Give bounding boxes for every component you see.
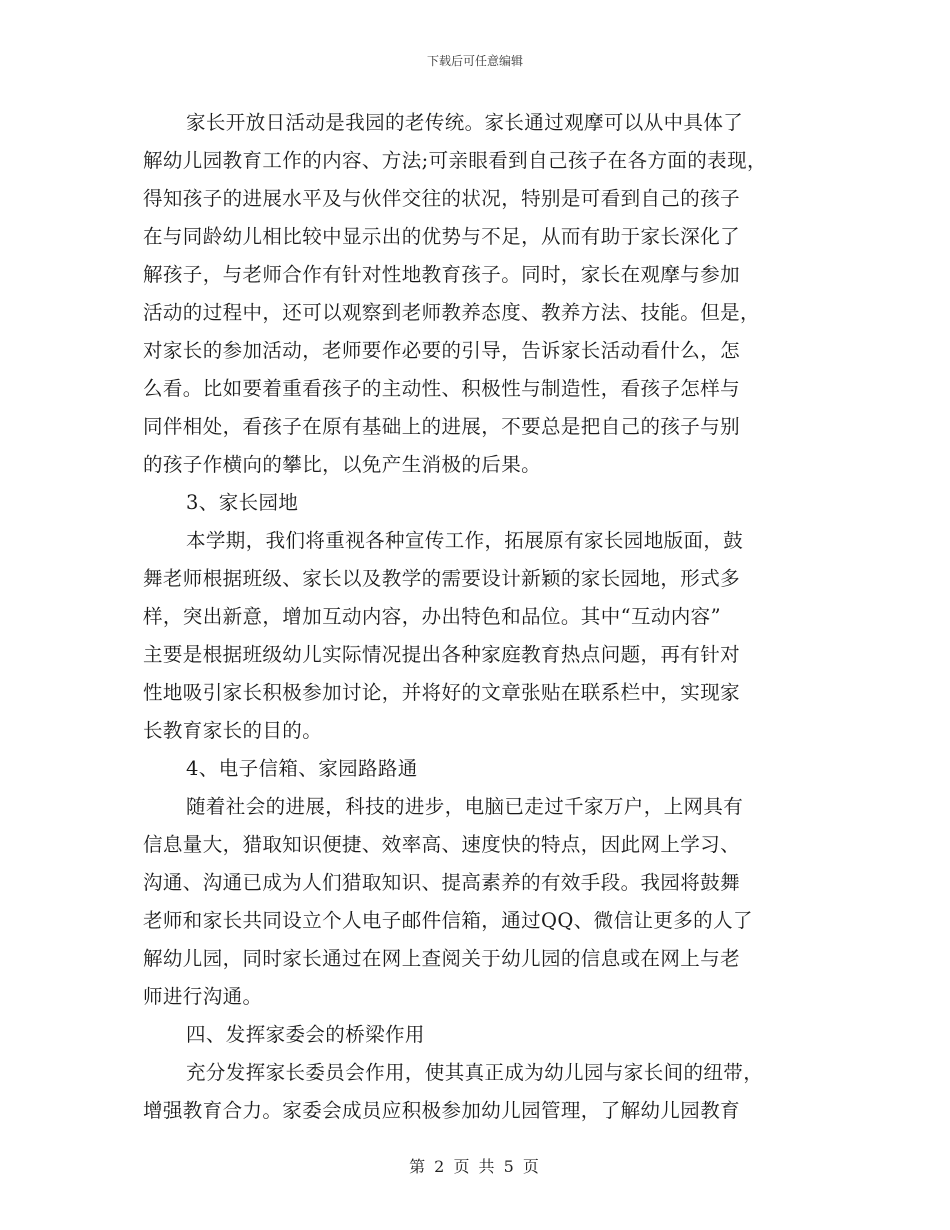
- document-body: [143, 104, 815, 1130]
- page-number-footer: 第 2 页 共 5 页: [409, 1157, 541, 1176]
- text-line: 解幼儿园，同时家长通过在网上查阅关于幼儿园的信息或在网上与老: [143, 947, 741, 970]
- text-line: 3、家长园地: [186, 491, 299, 514]
- text-line: 本学期，我们将重视各种宣传工作，拓展原有家长园地版面，鼓: [186, 529, 744, 552]
- text-line: 解孩子，与老师合作有针对性地教育孩子。同时，家长在观摩与参加: [143, 263, 741, 286]
- text-line: 信息量大，猎取知识便捷、效率高、速度快的特点，因此网上学习、: [143, 833, 741, 856]
- text-line: 沟通、沟通已成为人们猎取知识、提高素养的有效手段。我园将鼓舞: [143, 871, 741, 894]
- text-line: 老师和家长共同设立个人电子邮件信箱，通过QQ、微信让更多的人了: [143, 909, 753, 932]
- text-line: 对家长的参加活动，老师要作必要的引导，告诉家长活动看什么，怎: [143, 339, 741, 362]
- text-line: 长教育家长的目的。: [143, 719, 323, 742]
- text-line: 样，突出新意，增加互动内容，办出特色和品位。其中“互动内容”: [143, 605, 721, 628]
- text-line: 的孩子作横向的攀比，以免产生消极的后果。: [143, 453, 542, 476]
- text-line: 主要是根据班级幼儿实际情况提出各种家庭教育热点问题，再有针对: [143, 643, 741, 666]
- text-line: 舞老师根据班级、家长以及教学的需要设计新颖的家长园地，形式多: [143, 567, 741, 590]
- text-line: 4、电子信箱、家园路路通: [186, 757, 418, 780]
- text-line: 得知孩子的进展水平及与伙伴交往的状况，特别是可看到自己的孩子: [143, 187, 741, 210]
- text-line: 性地吸引家长积极参加讨论，并将好的文章张贴在联系栏中，实现家: [143, 681, 741, 704]
- text-line: 家长开放日活动是我园的老传统。家长通过观摩可以从中具体了: [186, 111, 744, 134]
- text-line: 同伴相处，看孩子在原有基础上的进展，不要总是把自己的孩子与别: [143, 415, 741, 438]
- text-line: 增强教育合力。家委会成员应积极参加幼儿园管理，了解幼儿园教育: [143, 1099, 741, 1122]
- text-line: 在与同龄幼儿相比较中显示出的优势与不足，从而有助于家长深化了: [143, 225, 741, 248]
- text-line: 么看。比如要着重看孩子的主动性、积极性与制造性，看孩子怎样与: [143, 377, 741, 400]
- text-line: 解幼儿园教育工作的内容、方法;可亲眼看到自己孩子在各方面的表现，: [143, 149, 767, 172]
- text-line: 活动的过程中，还可以观察到老师教养态度、教养方法、技能。但是，: [143, 301, 760, 324]
- text-line: 师进行沟通。: [143, 985, 263, 1008]
- page-header: 下载后可任意编辑: [426, 54, 523, 68]
- text-line: 充分发挥家长委员会作用，使其真正成为幼儿园与家长间的纽带，: [186, 1061, 764, 1084]
- text-line: 随着社会的进展，科技的进步，电脑已走过千家万户，上网具有: [186, 795, 744, 818]
- text-line: 四、发挥家委会的桥梁作用: [186, 1023, 425, 1046]
